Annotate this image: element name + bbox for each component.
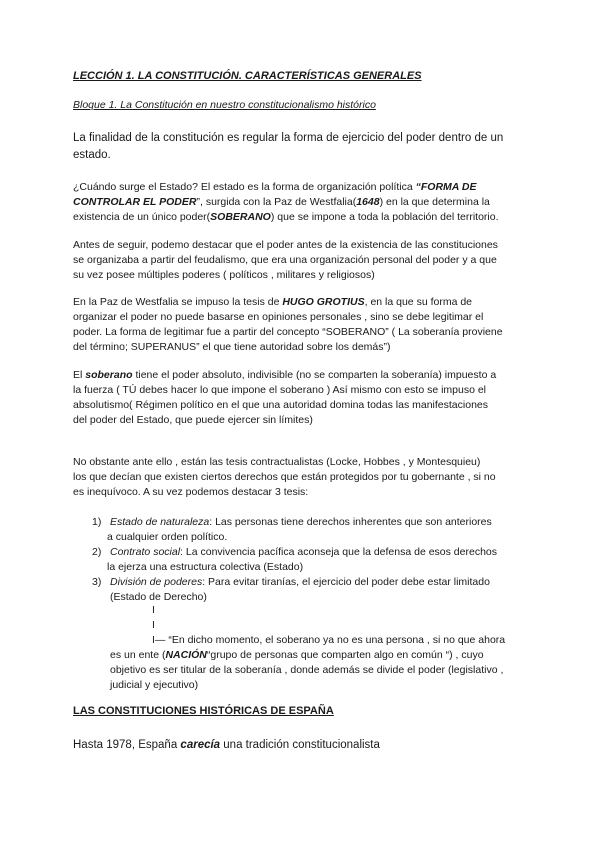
closing-line: Hasta 1978, España carecía una tradición constitucionalista — [73, 739, 380, 751]
list-term: Estado de naturaleza — [110, 516, 210, 528]
paragraph-line: existencia de un único poder(SOBERANO) que se impone a toda la población del territorio. — [73, 211, 499, 223]
list-item-continuation: la ejerza una estructura colectiva (Estado) — [107, 561, 304, 573]
paragraph-line: La finalidad de la constitución es regular la forma de ejercicio del poder dentro de un — [73, 132, 504, 144]
list-item: Contrato social: La convivencia pacífica aconseja que la defensa de esos derechos — [110, 546, 498, 558]
list-item-number: 2) — [92, 546, 102, 558]
paragraph-line: poder. La forma de legitimar fue a partir del concepto “SOBERANO” ( La soberanía proviene — [73, 326, 503, 338]
paragraph-line: ¿Cuándo surge el Estado? El estado es la forma de organización política “FORMA DE — [73, 181, 477, 193]
emphasis: NACIÓN — [165, 649, 207, 661]
emphasis: HUGO GROTIUS — [282, 296, 365, 308]
emphasis: SOBERANO — [210, 211, 271, 223]
emphasis: CONTROLAR EL PODER — [73, 196, 197, 208]
paragraph-line: del poder del Estado, que puede ejercer sin límites) — [73, 414, 313, 426]
emphasis: soberano — [85, 369, 133, 381]
paragraph-line: No obstante ante ello , están las tesis contractualistas (Locke, Hobbes , y Montesquieu) — [73, 456, 481, 468]
branch-line: objetivo es ser titular de la soberanía , donde además se divide el poder (legislativo , — [110, 664, 504, 676]
paragraph-line: los que decían que existen ciertos derechos que están protegidos por tu gobernante , si no — [73, 471, 496, 483]
branch-line: I— “En dicho momento, el soberano ya no es una persona , si no que ahora — [152, 634, 506, 646]
lesson-heading: LECCIÓN 1. LA CONSTITUCIÓN. CARACTERÍSTICAS GENERALES — [73, 70, 422, 82]
list-item-continuation: a cualquier orden político. — [107, 531, 228, 543]
branch-line: es un ente (NACIÓN“grupo de personas que comparten algo en común “) , cuyo — [110, 649, 484, 661]
paragraph-line: estado. — [73, 149, 111, 161]
branch-connector: I — [152, 619, 155, 631]
emphasis: carecía — [180, 739, 221, 751]
paragraph-line: su vez posee múltiples poderes ( políticos , militares y religiosos) — [73, 269, 375, 281]
list-term: Contrato social — [110, 546, 181, 558]
paragraph-line: Antes de seguir, podemo destacar que el poder antes de la existencia de las constituciones — [73, 239, 498, 251]
paragraph-line: El soberano tiene el poder absoluto, indivisible (no se comparten la soberanía) impuesto a — [73, 369, 497, 381]
paragraph-line: En la Paz de Westfalia se impuso la tesis de HUGO GROTIUS, en la que su forma de — [73, 296, 473, 308]
paragraph-line: se organizaba a partir del feudalismo, que era una organización personal del poder y a que — [73, 254, 497, 266]
list-item-number: 3) — [92, 576, 102, 588]
paragraph-line: CONTROLAR EL PODER”, surgida con la Paz de Westfalia(1648) en la que determina la — [73, 196, 490, 208]
list-item: División de poderes: Para evitar tiranías, el ejercicio del poder debe estar limitado — [110, 576, 490, 588]
paragraph-line: es inequívoco. A su vez podemos destacar 3 tesis: — [73, 486, 309, 498]
block-subheading: Bloque 1. La Constitución en nuestro constitucionalismo histórico — [73, 99, 376, 111]
list-item: Estado de naturaleza: Las personas tiene derechos inherentes que son anteriores — [110, 516, 492, 528]
list-term: División de poderes — [110, 576, 203, 588]
section-heading: LAS CONSTITUCIONES HISTÓRICAS DE ESPAÑA — [73, 705, 334, 717]
emphasis: 1648 — [356, 196, 380, 208]
list-item-continuation: (Estado de Derecho) — [110, 591, 207, 603]
paragraph-line: organizar el poder no puede basarse en opiniones personales , sino se debe legitimar el — [73, 311, 484, 323]
list-item-number: 1) — [92, 516, 102, 528]
paragraph-line: absolutismo( Régimen político en el que una autoridad domina todas las manifestaciones — [73, 399, 488, 411]
paragraph-line: del término; SUPERANUS” el que tiene autoridad sobre los demás”) — [73, 341, 391, 353]
branch-line: judicial y ejecutivo) — [110, 679, 199, 691]
branch-connector: I — [152, 604, 155, 616]
paragraph-line: la fuerza ( TÚ debes hacer lo que impone el soberano ) Así mismo con esto se impuso el — [73, 384, 487, 396]
emphasis: “FORMA DE — [415, 181, 477, 193]
